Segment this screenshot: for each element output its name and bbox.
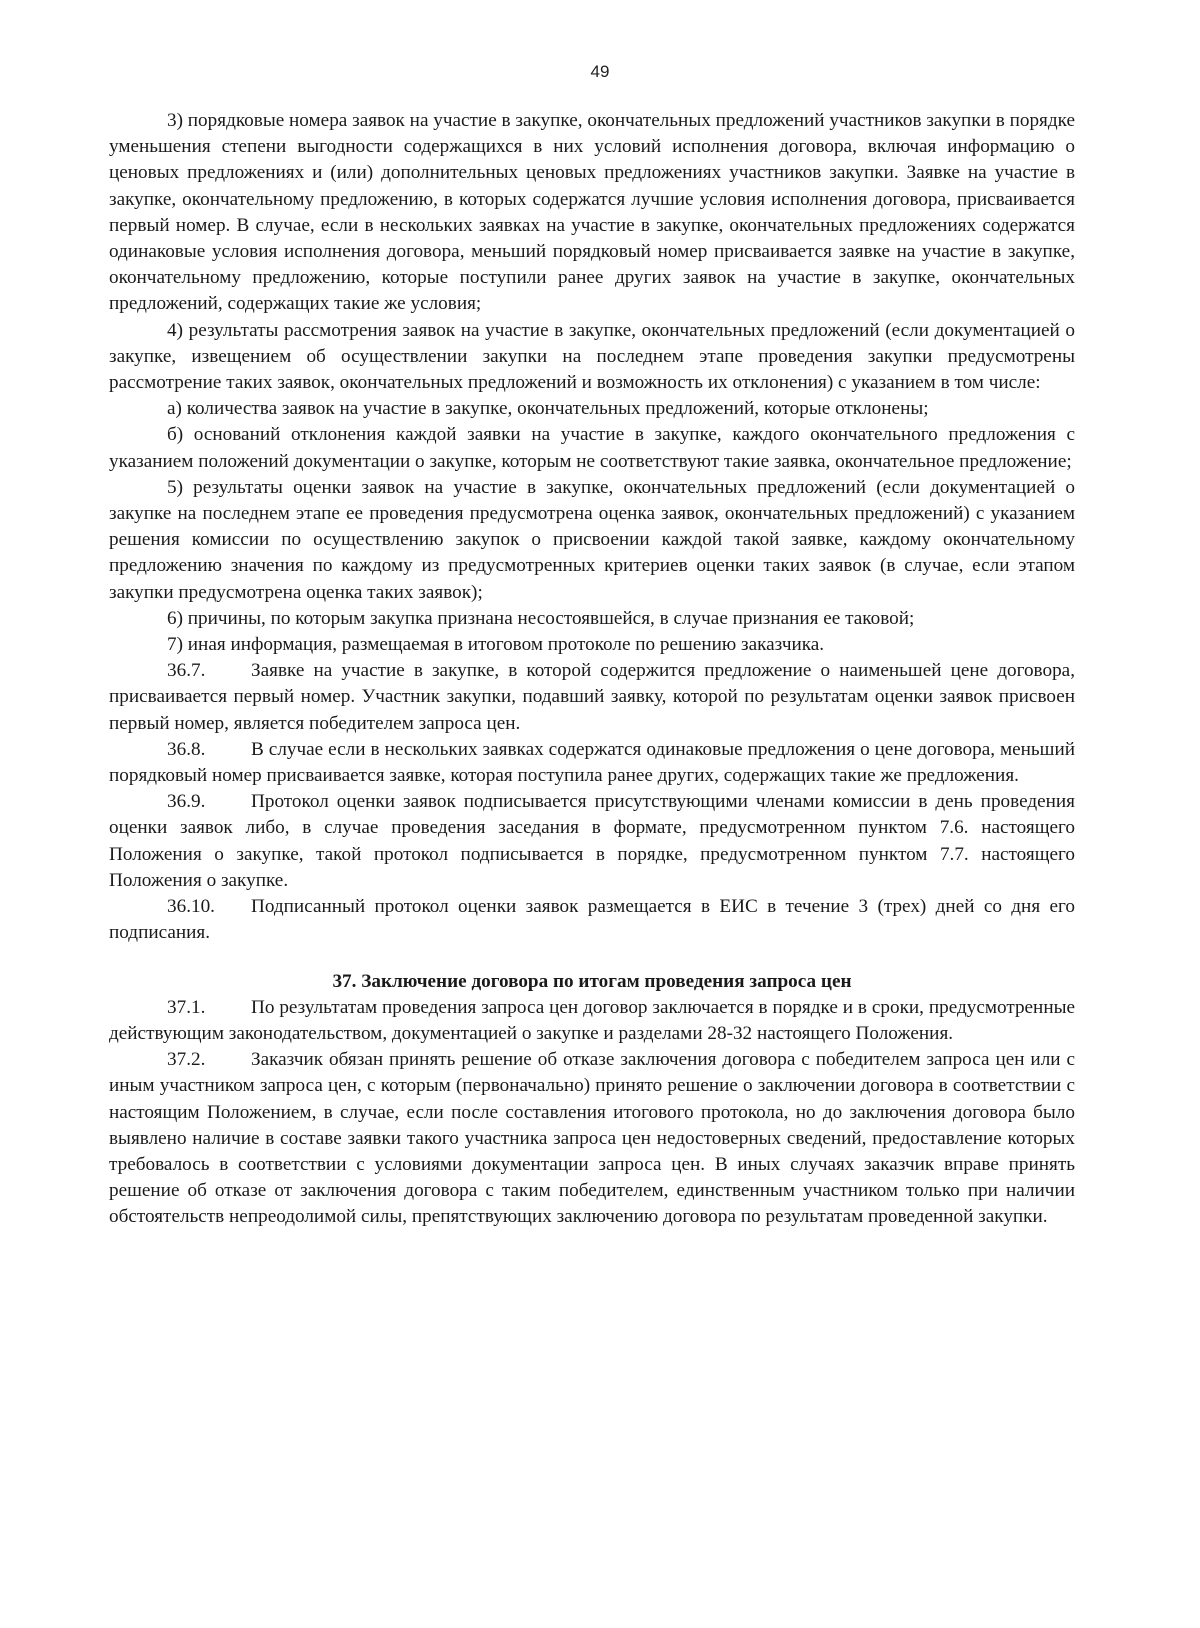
clause-36-7	[109, 658, 1075, 737]
clause-text: Заказчик обязан принять решение об отказе заключения договора с победителем запроса цен или с иным участником запроса цен, с которым (первоначально) принято решение о заключении договора в соответствии с настоящим Положением, в случае, если после составления итогового протокола, но до заключения договора было выявлено наличие в составе заявки такого участника запроса цен недостоверных сведений, предоставление которых требовалось в соответствии с условиями документации запроса цен. В иных случаях заказчик вправе принять решение об отказе от заключения договора с таким победителем, единственным участником только при наличии обстоятельств непреодолимой силы, препятствующих заключению договора по результатам проведенной закупки.	[109, 1049, 1075, 1228]
section-heading: 37. Заключение договора по итогам проведения запроса цен	[332, 970, 852, 992]
document-body	[109, 108, 1075, 1231]
paragraph-item-5: 5) результаты оценки заявок на участие в закупке, окончательных предложений (если документацией о закупке на последнем этапе ее проведения предусмотрена оценка заявок, окончательных предложений) с указанием решения комиссии по осуществлению закупок о присвоении каждой такой заявке, каждому окончательному предложению значения по каждому из предусмотренных критериев оценки таких заявок (в случае, если этапом закупки предусмотрена оценка таких заявок);	[109, 476, 1075, 603]
page-number: 49	[590, 62, 610, 81]
clause-text: Заявке на участие в закупке, в которой содержится предложение о наименьшей цене договора, присваивается первый номер. Участник закупки, подавший заявку, которой по результатам оценки заявок присвоен первый номер, является победителем запроса цен.	[109, 660, 1075, 734]
clause-number: 36.10.	[167, 896, 215, 918]
paragraph-subitem-b: б) оснований отклонения каждой заявки на участие в закупке, каждого окончательного предложения с указанием положений документации о закупке, которым не соответствуют такие заявка, окончательное предложение;	[109, 424, 1075, 472]
clause-number: 36.7.	[167, 660, 206, 682]
paragraph-item-6: 6) причины, по которым закупка признана несостоявшейся, в случае признания ее таковой;	[167, 607, 915, 629]
clause-text: В случае если в нескольких заявках содержатся одинаковые предложения о цене договора, меньший порядковый номер присваивается заявке, которая поступила ранее других, содержащих такие же предложения.	[109, 738, 1075, 787]
clause-number: 37.1.	[167, 996, 206, 1018]
clause-36-10	[109, 894, 1075, 946]
clause-36-8	[109, 737, 1075, 789]
paragraph-item-7: 7) иная информация, размещаемая в итоговом протоколе по решению заказчика.	[167, 634, 825, 656]
clause-number: 36.9.	[167, 791, 206, 813]
clause-text: Протокол оценки заявок подписывается присутствующими членами комиссии в день проведения оценки заявок либо, в случае проведения заседания в формате, предусмотренном пунктом 7.6. настоящего Положения о закупке, такой протокол подписывается в порядке, предусмотренном пунктом 7.7. настоящего Положения о закупке.	[109, 791, 1075, 891]
clause-text: По результатам проведения запроса цен договор заключается в порядке и в сроки, предусмотренные действующим законодательством, документацией о закупке и разделами 28-32 настоящего Положения.	[109, 996, 1075, 1044]
clause-number: 37.2.	[167, 1049, 206, 1071]
clause-36-9	[109, 789, 1075, 894]
clause-37-2	[109, 1047, 1075, 1230]
clause-text: Подписанный протокол оценки заявок размещается в ЕИС в течение 3 (трех) дней со дня его подписания.	[109, 896, 1075, 944]
paragraph-subitem-a: а) количества заявок на участие в закупке, окончательных предложений, которые отклонены;	[167, 398, 929, 420]
paragraph-item-4: 4) результаты рассмотрения заявок на участие в закупке, окончательных предложений (если документацией о закупке, извещением об осуществлении закупки на последнем этапе проведения закупки предусмотрены рассмотрение таких заявок, окончательных предложений и возможность их отклонения) с указанием в том числе:	[109, 319, 1075, 394]
clause-number: 36.8.	[167, 738, 206, 760]
clause-37-1	[109, 995, 1075, 1047]
paragraph-item-3: 3) порядковые номера заявок на участие в закупке, окончательных предложений участников закупки в порядке уменьшения степени выгодности содержащихся в них условий исполнения договора, включая информацию о ценовых предложениях и (или) дополнительных ценовых предложениях участников закупки. Заявке на участие в закупке, окончательному предложению, в которых содержатся лучшие условия исполнения договора, присваивается первый номер. В случае, если в нескольких заявках на участие в закупке, окончательных предложениях содержатся одинаковые условия исполнения договора, меньший порядковый номер присваивается заявке на участие в закупке, окончательному предложению, которые поступили ранее других заявок на участие в закупке, окончательных предложений, содержащих такие же условия;	[109, 110, 1075, 315]
